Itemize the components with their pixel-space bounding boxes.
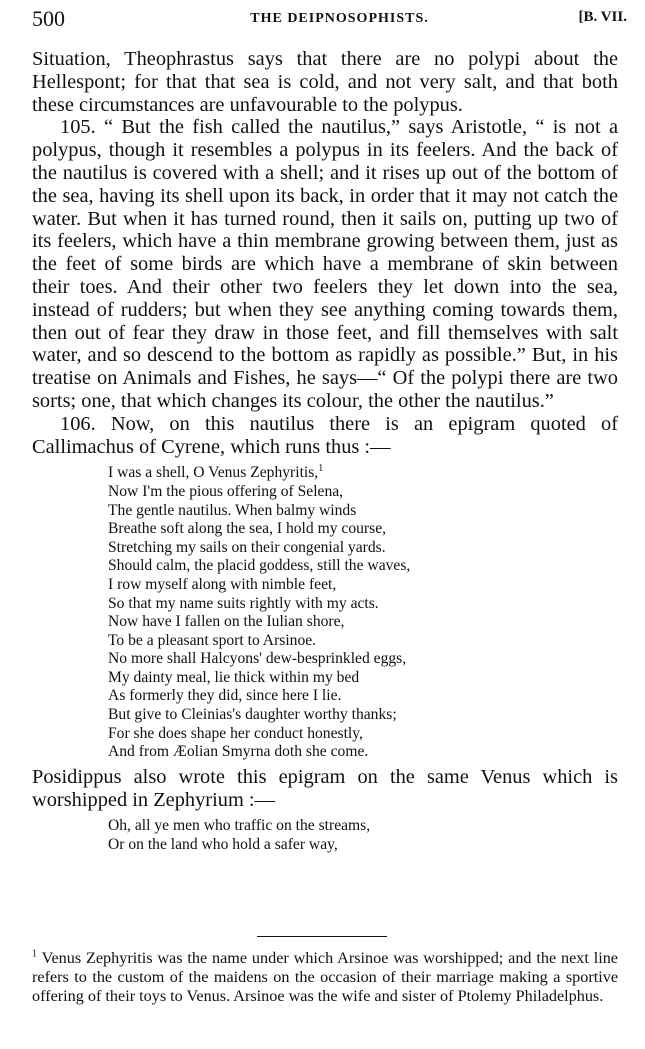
verse-line: Or on the land who hold a safer way, <box>108 836 338 854</box>
paragraph-105: 105. “ But the fish called the nautilus,” says Aristotle, “ is not a polypus, though it resembles a polypus in its feelers. And the back of the nautilus is covered with a shell; and it rises up out of the bottom of the sea, having its shell upon its back, in order that it may not catch the water. But when it has turned round, then it sails on, putting up two of its feelers, which have a thin membrane growing between them, just as the feet of some birds are which have a membrane of skin between their toes. And their other two feelers they let down into the sea, instead of rudders; but when they see anything coming towards them, then out of fear they draw in those feet, and fill themselves with salt water, and so descend to the bottom as rapidly as possible.” But, in his treatise on Animals and Fishes, he says—“ Of the polypi there are two sorts; one, that which changes its colour, the other the nautilus.” <box>32 116 618 412</box>
section-marker: [B. VII. <box>578 9 627 25</box>
verse-line: Should calm, the placid goddess, still the waves, <box>108 557 411 575</box>
verse-line: No more shall Halcyons' dew-besprinkled eggs, <box>108 650 407 668</box>
paragraph-continued: Situation, Theophrastus says that there are no polypi about the Hellespont; for that that sea is cold, and not very salt, and that both these circumstances are unfavourable to the polypus. <box>32 48 618 116</box>
verse-line: But give to Cleinias's daughter worthy thanks; <box>108 706 397 724</box>
verse-line: The gentle nautilus. When balmy winds <box>108 501 357 519</box>
page-body <box>32 48 618 859</box>
verse-line: My dainty meal, lie thick within my bed <box>108 668 360 686</box>
verse-line: Breathe soft along the sea, I hold my course, <box>108 520 387 538</box>
verse-line: To be a pleasant sport to Arsinoe. <box>108 631 317 649</box>
epigram-posidippus <box>108 817 618 854</box>
footnote-number: 1 <box>32 948 37 960</box>
footnote <box>32 949 618 1006</box>
footnote-marker: 1 <box>318 463 324 475</box>
verse-line: I was a shell, O Venus Zephyritis,$^1$ <box>108 463 324 482</box>
running-title: THE DEIPNOSOPHISTS. <box>250 11 429 26</box>
page-number: 500 <box>32 6 65 31</box>
verse-line: Oh, all ye men who traffic on the streams, <box>108 817 371 835</box>
footnote-divider <box>257 936 387 937</box>
verse-line: I row myself along with nimble feet, <box>108 575 337 593</box>
page-header <box>32 6 627 32</box>
paragraph-posidippus: Posidippus also wrote this epigram on the same Venus which is worshipped in Zephyrium :— <box>32 765 618 811</box>
footnote-text: Venus Zephyritis was the name under which Arsinoe was worshipped; and the next line refers to the custom of the maidens on the occasion of their marriage making a sportive offering of their toys to Venus. Arsinoe was the wife and sister of Ptolemy Philadelphus. <box>32 949 618 1005</box>
paragraph-106: 106. Now, on this nautilus there is an epigram quoted of Callimachus of Cyrene, which runs thus :— <box>32 412 618 458</box>
verse-line: Now have I fallen on the Iulian shore, <box>108 613 345 631</box>
verse-line: As formerly they did, since here I lie. <box>108 687 342 705</box>
epigram-callimachus <box>108 464 618 762</box>
verse-line: Now I'm the pious offering of Selena, <box>108 482 344 500</box>
verse-line: For she does shape her conduct honestly, <box>108 724 363 742</box>
verse-line: And from Æolian Smyrna doth she come. <box>108 743 369 761</box>
verse-line: Stretching my sails on their congenial yards. <box>108 538 386 556</box>
verse-line: So that my name suits rightly with my acts. <box>108 594 379 612</box>
